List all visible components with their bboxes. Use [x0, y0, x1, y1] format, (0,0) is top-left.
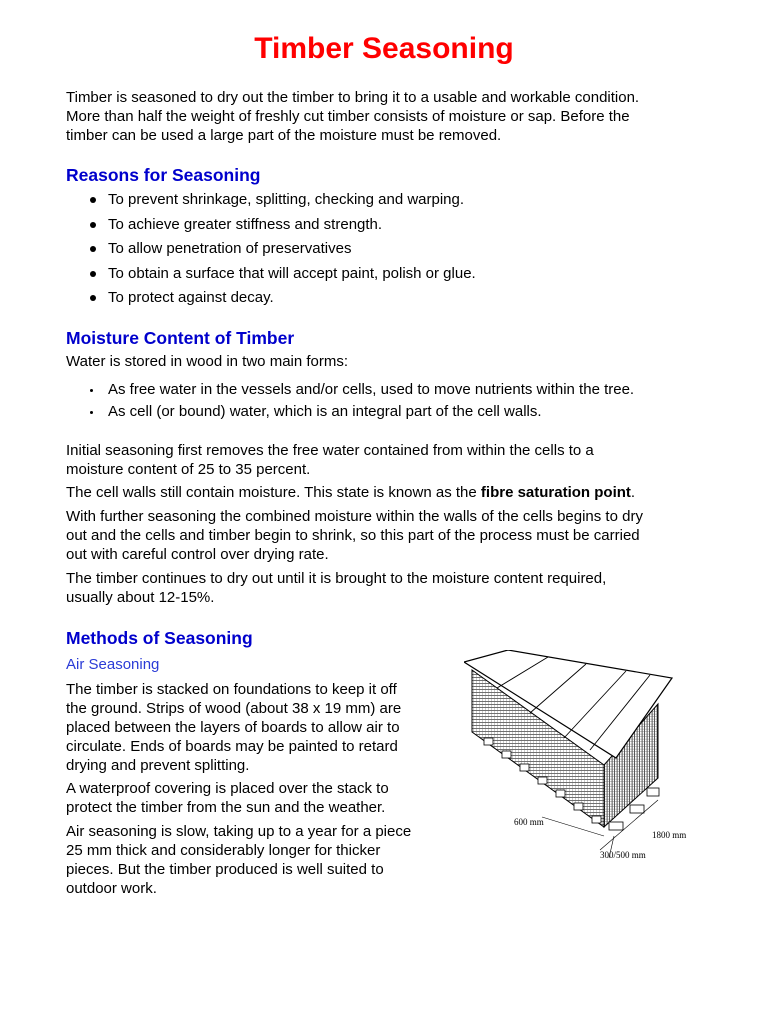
list-item: To obtain a surface that will accept paint, polish or glue. [90, 262, 476, 287]
text-span: . [630, 484, 636, 501]
moisture-lead: Water is stored in wood in two main forms: [66, 353, 349, 370]
reasons-heading: Reasons for Seasoning [66, 165, 261, 185]
page-title: Timber Seasoning [254, 32, 514, 65]
air-para-line: drying and prevent splitting. [66, 757, 250, 774]
moisture-heading: Moisture Content of Timber [66, 328, 295, 348]
air-para-line: protect the timber from the sun and the weather. [66, 799, 386, 816]
moisture-para-line: moisture content of 25 to 35 percent. [66, 461, 311, 478]
air-seasoning-subheading: Air Seasoning [66, 656, 160, 673]
air-para-line: the ground. Strips of wood (about 38 x 19 mm) are [66, 700, 402, 717]
air-para-line: circulate. Ends of boards may be painted to retard [66, 738, 398, 755]
fibre-saturation-paragraph [66, 483, 635, 502]
methods-heading: Methods of Seasoning [66, 628, 253, 648]
air-para-line: pieces. But the timber produced is well suited to [66, 861, 384, 878]
moisture-para-line: With further seasoning the combined moisture within the walls of the cells begins to dry [66, 508, 643, 525]
list-item: To achieve greater stiffness and strength. [90, 213, 476, 238]
moisture-para-line: out and the cells and timber begin to shrink, so this part of the process must be carried [66, 527, 640, 544]
dimension-label-height: 300/500 mm [600, 850, 646, 860]
air-para-line: The timber is stacked on foundations to keep it off [66, 681, 397, 698]
moisture-para-line: Initial seasoning first removes the free water contained from within the cells to a [66, 442, 594, 459]
intro-line: timber can be used a large part of the moisture must be removed. [66, 127, 502, 144]
intro-line: More than half the weight of freshly cut timber consists of moisture or sap. Before the [66, 108, 630, 125]
dimension-label-length: 1800 mm [652, 830, 687, 840]
list-item: To prevent shrinkage, splitting, checking and warping. [90, 188, 476, 213]
air-para-line: outdoor work. [66, 880, 157, 897]
intro-line: Timber is seasoned to dry out the timber to bring it to a usable and workable condition. [66, 89, 640, 106]
moisture-list [90, 379, 634, 423]
fibre-saturation-term: fibre saturation point [480, 484, 631, 501]
dimension-label-width: 600 mm [514, 817, 544, 827]
list-item: As cell (or bound) water, which is an integral part of the cell walls. [90, 401, 634, 423]
air-para-line: A waterproof covering is placed over the stack to [66, 780, 389, 797]
air-para-line: placed between the layers of boards to allow air to [66, 719, 400, 736]
list-item: As free water in the vessels and/or cells, used to move nutrients within the tree. [90, 379, 634, 401]
air-para-line: Air seasoning is slow, taking up to a year for a piece [66, 823, 412, 840]
timber-stack-diagram [464, 650, 700, 865]
list-item: To allow penetration of preservatives [90, 237, 476, 262]
air-para-line: 25 mm thick and considerably longer for thicker [66, 842, 381, 859]
moisture-para-line: The timber continues to dry out until it is brought to the moisture content required, [66, 570, 607, 587]
list-item: To protect against decay. [90, 286, 476, 311]
moisture-para-line: usually about 12-15%. [66, 589, 215, 606]
reasons-list [90, 188, 476, 311]
text-span: The cell walls still contain moisture. This state is known as the [66, 484, 481, 501]
moisture-para-line: out with careful control over drying rate. [66, 546, 329, 563]
